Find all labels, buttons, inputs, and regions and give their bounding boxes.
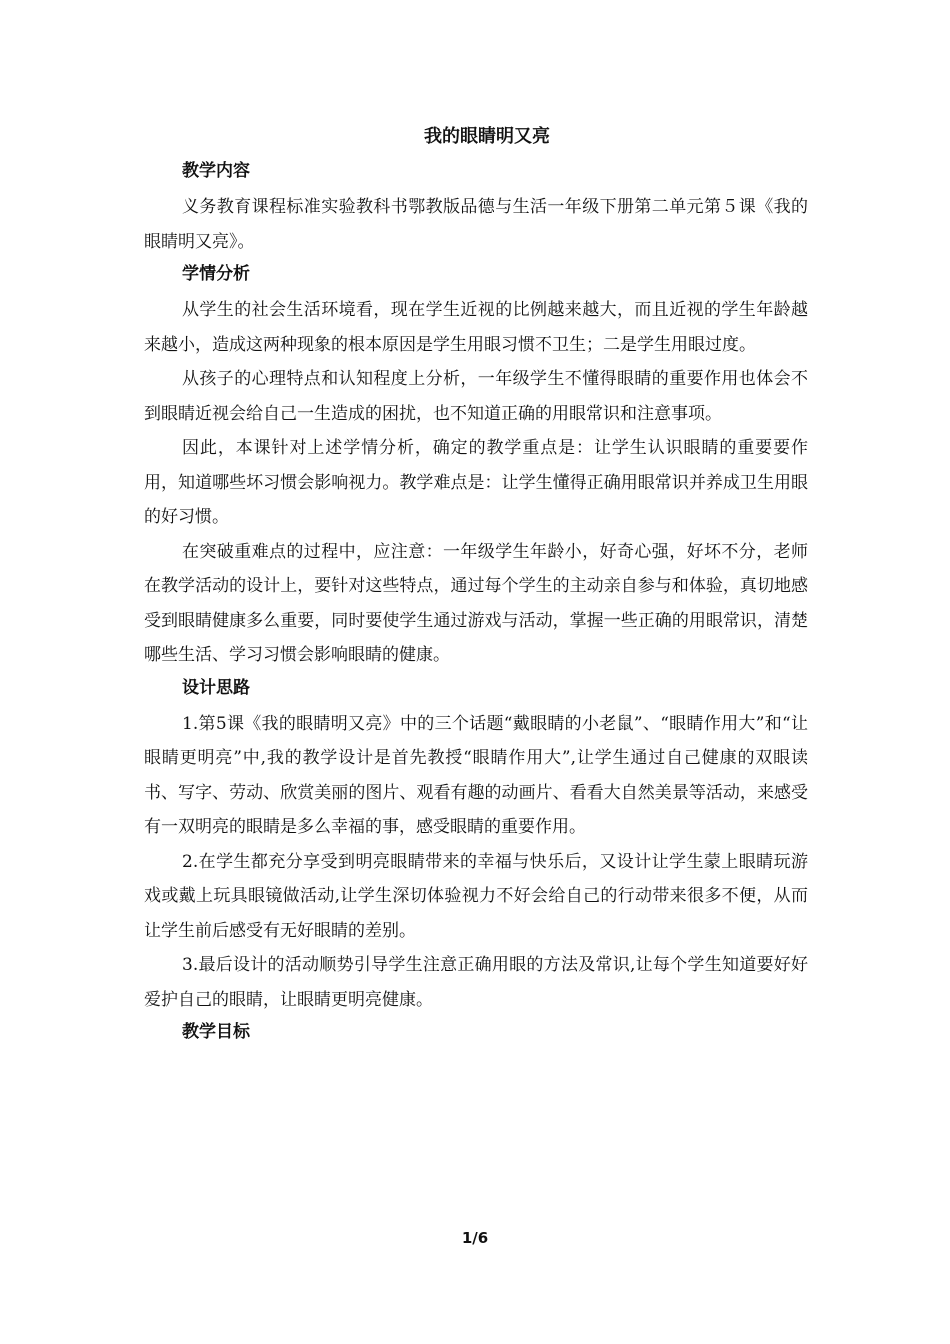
section-heading: 学情分析 <box>182 264 250 284</box>
section-teaching-goals <box>144 1017 808 1047</box>
paragraph: 1.第5课《我的眼睛明又亮》中的三个话题“戴眼睛的小老鼠”、“眼睛作用大”和“让眼睛更明亮”中,我的教学设计是首先教授“眼睛作用大”,让学生通过自己健康的双眼读书、写字、劳动、欣赏美丽的图片、观看有趣的动画片、看看大自然美景等活动，来感受有一双明亮的眼睛是多么幸福的事，感受眼睛的重要作用。 <box>144 713 808 837</box>
section-teaching-content <box>144 156 808 259</box>
paragraph: 因此，本课针对上述学情分析，确定的教学重点是：让学生认识眼睛的重要要作用，知道哪些坏习惯会影响视力。教学难点是：让学生懂得正确用眼常识并养成卫生用眼的好习惯。 <box>144 438 808 527</box>
paragraph: 2.在学生都充分享受到明亮眼睛带来的幸福与快乐后，又设计让学生蒙上眼睛玩游戏或戴上玩具眼镜做活动,让学生深切体验视力不好会给自己的行动带来很多不便，从而让学生前后感受有无好眼睛的差别。 <box>144 851 808 941</box>
page-number: 1/6 <box>461 1229 489 1247</box>
document-body <box>144 122 808 1051</box>
section-design-ideas <box>144 673 808 1018</box>
paragraph: 3.最后设计的活动顺势引导学生注意正确用眼的方法及常识,让每个学生知道要好好爱护自己的眼睛，让眼睛更明亮健康。 <box>144 955 808 1010</box>
section-heading: 教学目标 <box>182 1022 250 1042</box>
paragraph: 从学生的社会生活环境看，现在学生近视的比例越来越大，而且近视的学生年龄越来越小，造成这两种现象的根本原因是学生用眼习惯不卫生；二是学生用眼过度。 <box>144 300 808 355</box>
paragraph: 从孩子的心理特点和认知程度上分析，一年级学生不懂得眼睛的重要作用也体会不到眼睛近视会给自己一生造成的困扰，也不知道正确的用眼常识和注意事项。 <box>144 369 808 424</box>
paragraph: 义务教育课程标准实验教科书鄂教版品德与生活一年级下册第二单元第５课《我的眼睛明又亮》。 <box>144 197 808 252</box>
section-learner-analysis <box>144 259 808 673</box>
section-heading: 设计思路 <box>182 677 250 698</box>
document-title: 我的眼睛明又亮 <box>424 126 550 147</box>
section-heading: 教学内容 <box>182 161 250 181</box>
paragraph: 在突破重难点的过程中，应注意：一年级学生年龄小，好奇心强，好坏不分，老师在教学活动的设计上，要针对这些特点，通过每个学生的主动亲自参与和体验，真切地感受到眼睛健康多么重要，同时要使学生通过游戏与活动，掌握一些正确的用眼常识，清楚哪些生活、学习习惯会影响眼睛的健康。 <box>144 541 808 665</box>
